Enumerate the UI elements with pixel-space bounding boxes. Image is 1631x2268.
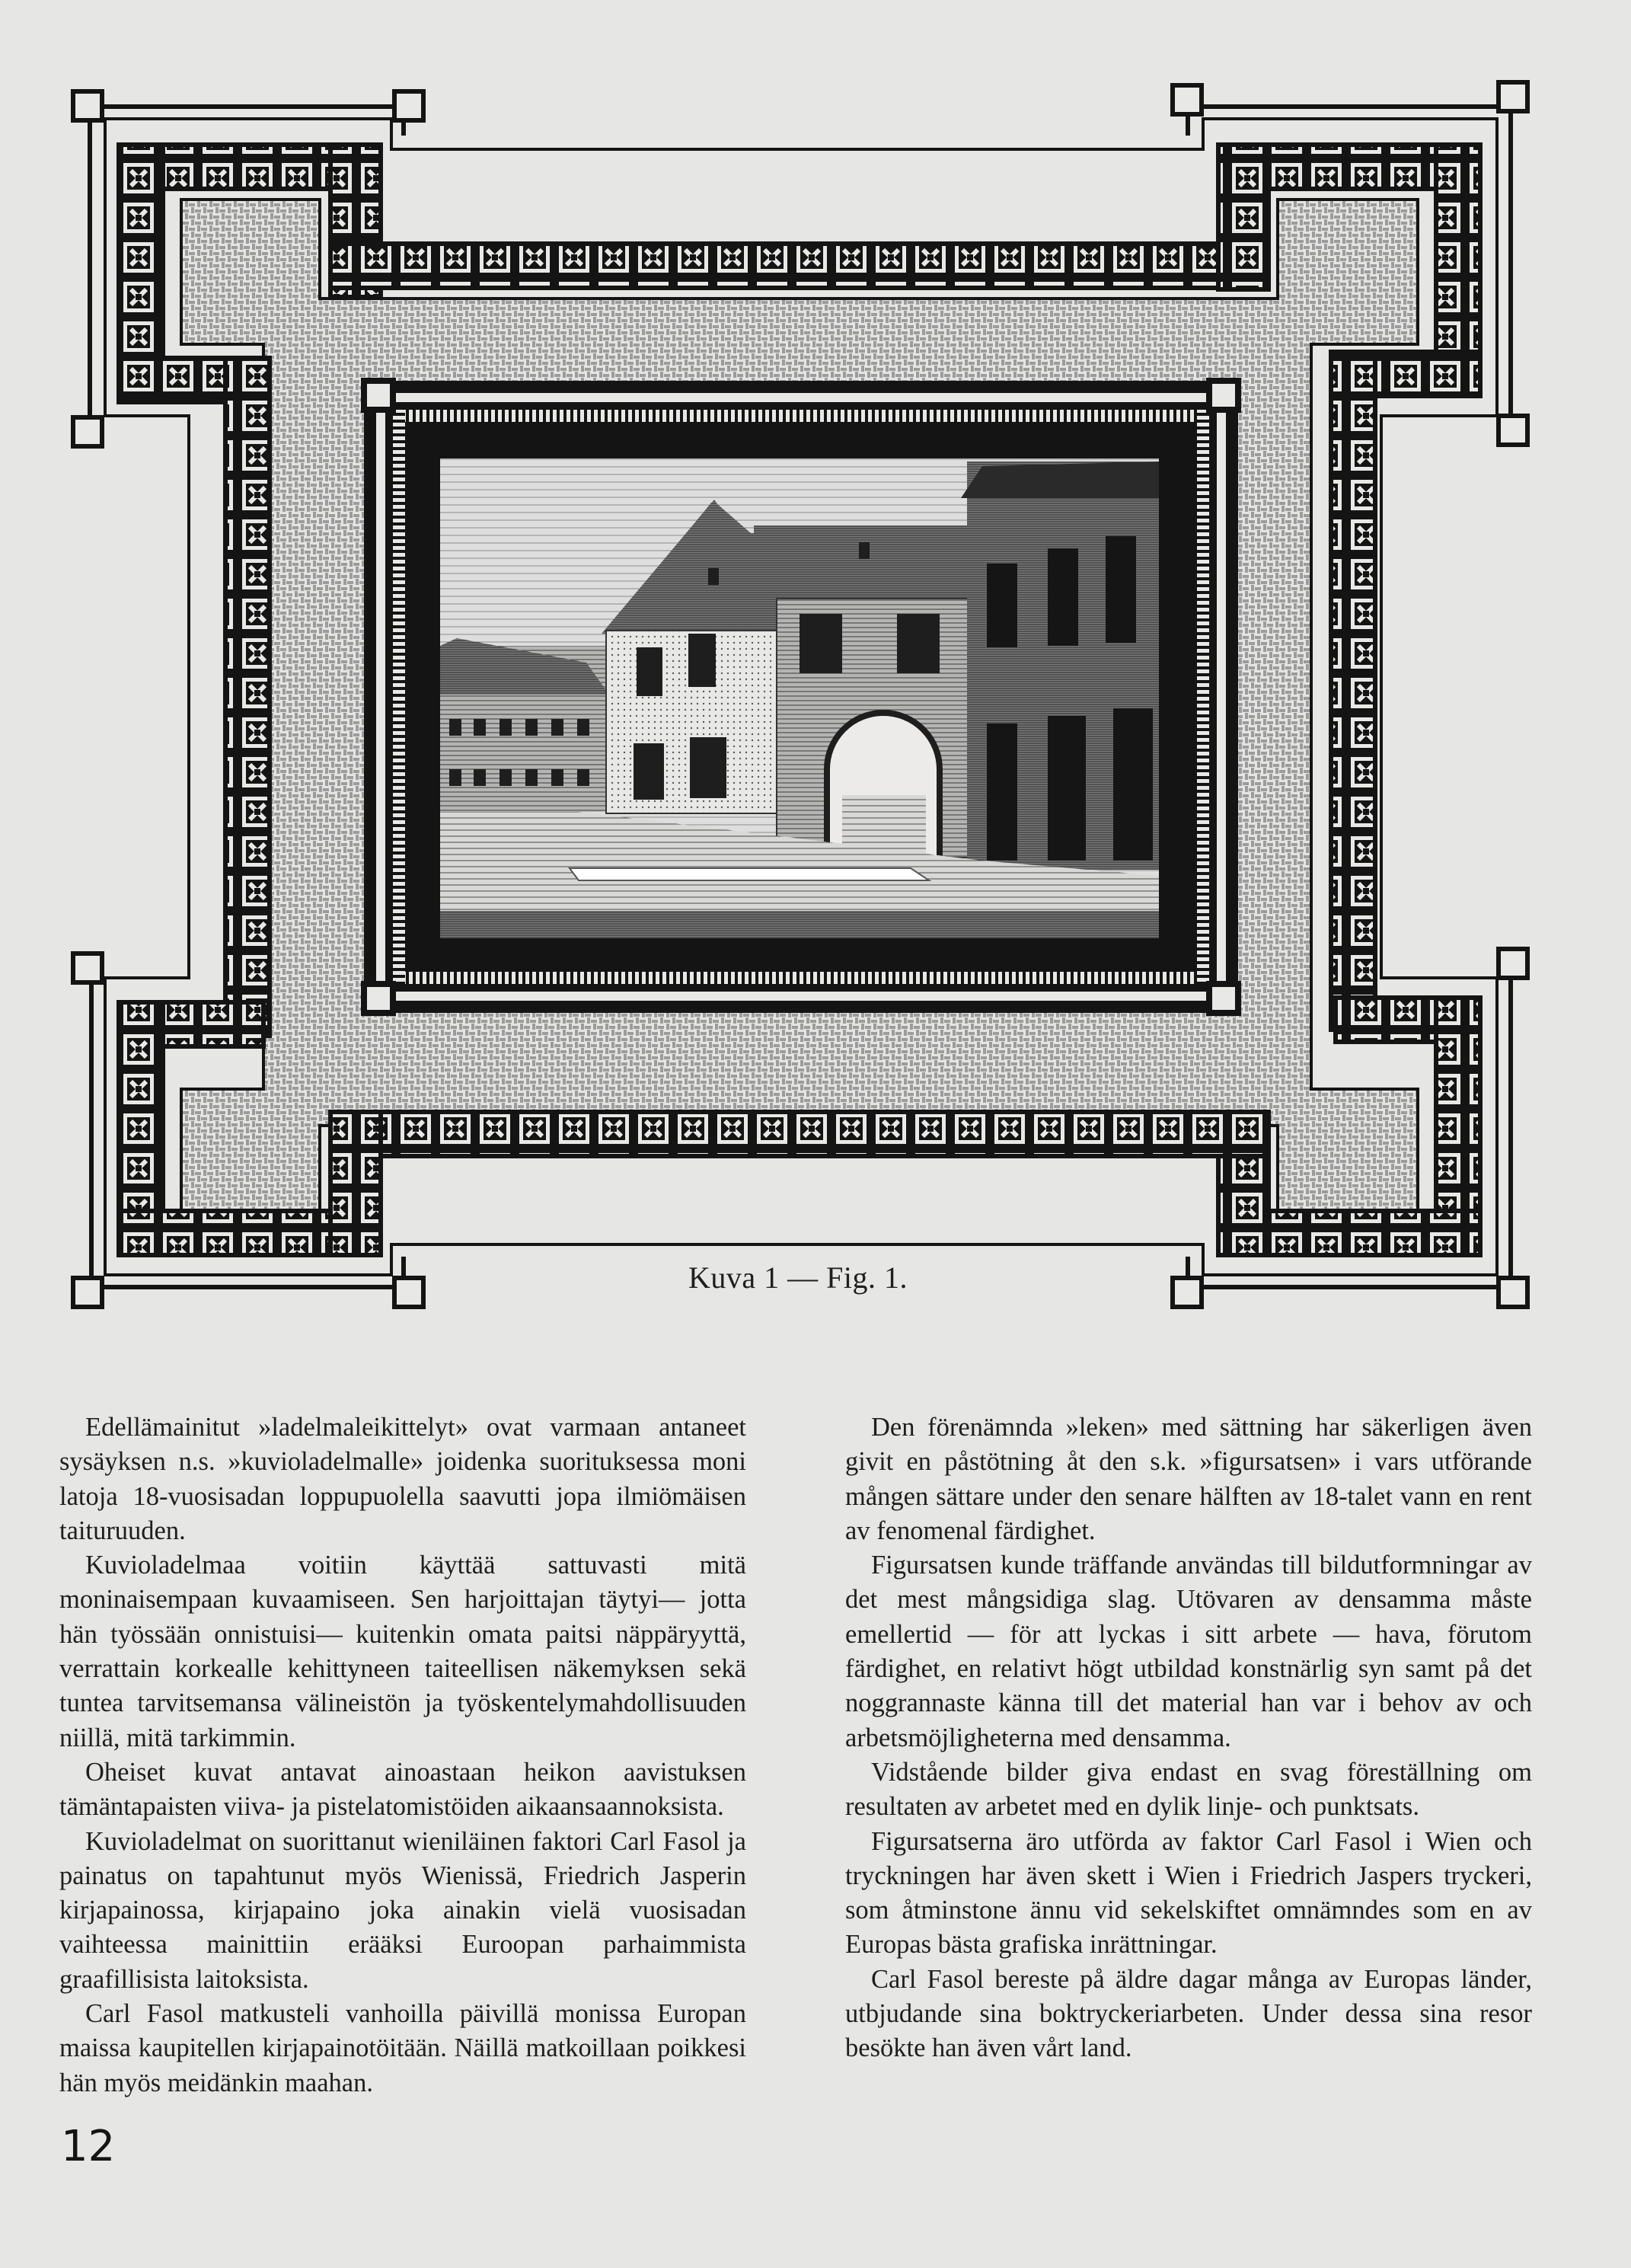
swedish-text-column — [845, 1410, 1532, 2066]
finnish-text-column — [59, 1410, 746, 2100]
page-number: 12 — [61, 2122, 116, 2171]
swedish-paragraph: Den förenämnda »leken» med sättning har säkerligen även givit en påstötning åt den s.k. »figursatsen» i vars utförande mången sättare under den senare hälften av 18-talet vann en rent av fenomenal färdighet. — [845, 1413, 1532, 1545]
swedish-paragraph: Vidstående bilder giva endast en svag föreställning om resultaten av arbetet med en dylik linje- och punktsats. — [845, 1757, 1532, 1822]
finnish-paragraph: Edellämainitut »ladelmaleikittelyt» ovat varmaan antaneet sysäyksen n.s. »kuvioladelmalle» joidenka suorituksessa moni latoja 18-vuosisadan loppupuolella saavutti jopa ilmiömäisen taituruuden. — [59, 1413, 746, 1545]
finnish-paragraph: Kuvioladelmaa voitiin käyttää sattuvasti mitä moninaisempaan kuvaamiseen. Sen harjoittajan täytyi— jotta hän työssään onnistuisi— kuitenkin omata paitsi näppäryyttä, verrattain korkealle kehittyneen taiteellisen näkemyksen sekä tuntea tarvitsemansa välineistön ja työskentelymahdollisuuden niillä, mitä tarkimmin. — [59, 1551, 746, 1752]
finnish-paragraph: Carl Fasol matkusteli vanhoilla päivillä monissa Europan maissa kaupitellen kirjapainotöitään. Näillä matkoillaan poikkesi hän myös meidänkin maahan. — [59, 1999, 746, 2097]
engraving-scene — [440, 458, 1159, 938]
finnish-paragraph: Kuvioladelmat on suorittanut wieniläinen faktori Carl Fasol ja painatus on tapahtunut myös Wienissä, Friedrich Jasperin kirjapainossa, kirjapaino joka ainakin vielä vuosisadan vaihteessa mainittiin erääksi Euroopan parhaimmista graafillisista laitoksista. — [59, 1826, 746, 1994]
swedish-paragraph: Carl Fasol bereste på äldre dagar många av Europas länder, utbjudande sina boktryckeriarbeten. Under dessa sina resor besökte han även vårt land. — [845, 1964, 1532, 2063]
swedish-paragraph: Figursatserna äro utförda av faktor Carl Fasol i Wien och tryckningen har även skett i Wien i Friedrich Jaspers tryckeri, som åtminstone ännu vid sekelskiftet omnämndes som en av Europas bästa grafiska inrättningar. — [845, 1826, 1532, 1960]
swedish-paragraph: Figursatsen kunde träffande användas till bildutformningar av det mest mångsidiga slag. Utövaren av densamma måste emellertid — för att lyckas i sitt arbete — hava, förutom färdighet, en relativt högt utbildad konstnärlig syn samt på det noggrannaste känna till det material han var i behov av och arbetsmöjligheterna med densamma. — [845, 1551, 1532, 1752]
figure-caption: Kuva 1 — Fig. 1. — [688, 1260, 908, 1295]
finnish-paragraph: Oheiset kuvat antavat ainoastaan heikon aavistuksen tämäntapaisten viiva- ja pistelatomistöiden aikaansaannoksista. — [59, 1757, 746, 1822]
